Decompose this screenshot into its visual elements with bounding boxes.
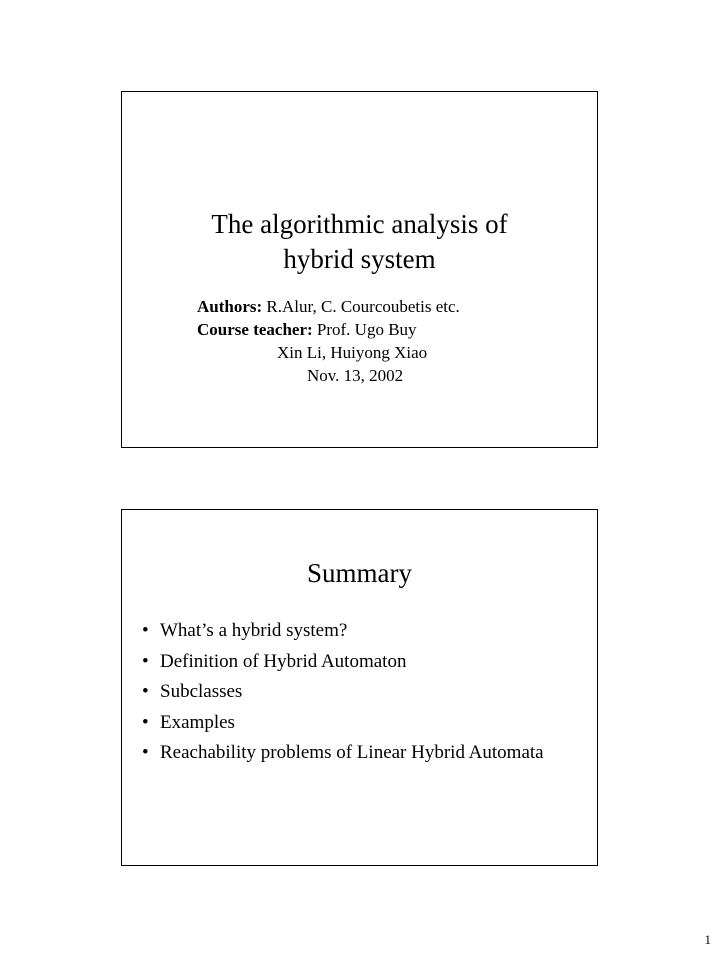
authors-row [197,296,460,318]
bullet-icon: • [142,742,149,763]
slide-summary [121,509,598,866]
list-item [142,708,544,739]
bullet-icon: • [142,711,149,733]
summary-bullet-list [142,616,544,769]
bullet-icon: • [142,681,149,702]
title-line-1: The algorithmic analysis of [211,209,508,239]
list-item [142,738,544,769]
list-item-text: What’s a hybrid system? [160,620,348,641]
list-item-text: Subclasses [160,681,243,702]
slide-title [121,91,598,448]
bullet-icon: • [142,620,149,641]
list-item [142,616,544,647]
summary-title: Summary [307,558,412,588]
page-number: 1 [704,932,711,947]
date-text: Nov. 13, 2002 [307,366,404,385]
slide-title-heading [122,207,597,277]
list-item [142,647,544,678]
authors-value: R.Alur, C. Courcoubetis etc. [266,297,460,316]
list-item-text: Definition of Hybrid Automaton [160,650,407,672]
title-line-2: hybrid system [283,244,436,274]
authors-label: Authors: [197,297,263,316]
teacher-row [197,319,417,341]
teacher-label: Course teacher: [197,320,313,339]
bullet-icon: • [142,650,149,672]
list-item [142,677,544,708]
list-item-text: Examples [160,711,235,733]
list-item-text: Reachability problems of Linear Hybrid Automata [160,742,544,763]
teacher-value: Prof. Ugo Buy [316,320,417,339]
presenters-text: Xin Li, Huiyong Xiao [277,343,428,362]
